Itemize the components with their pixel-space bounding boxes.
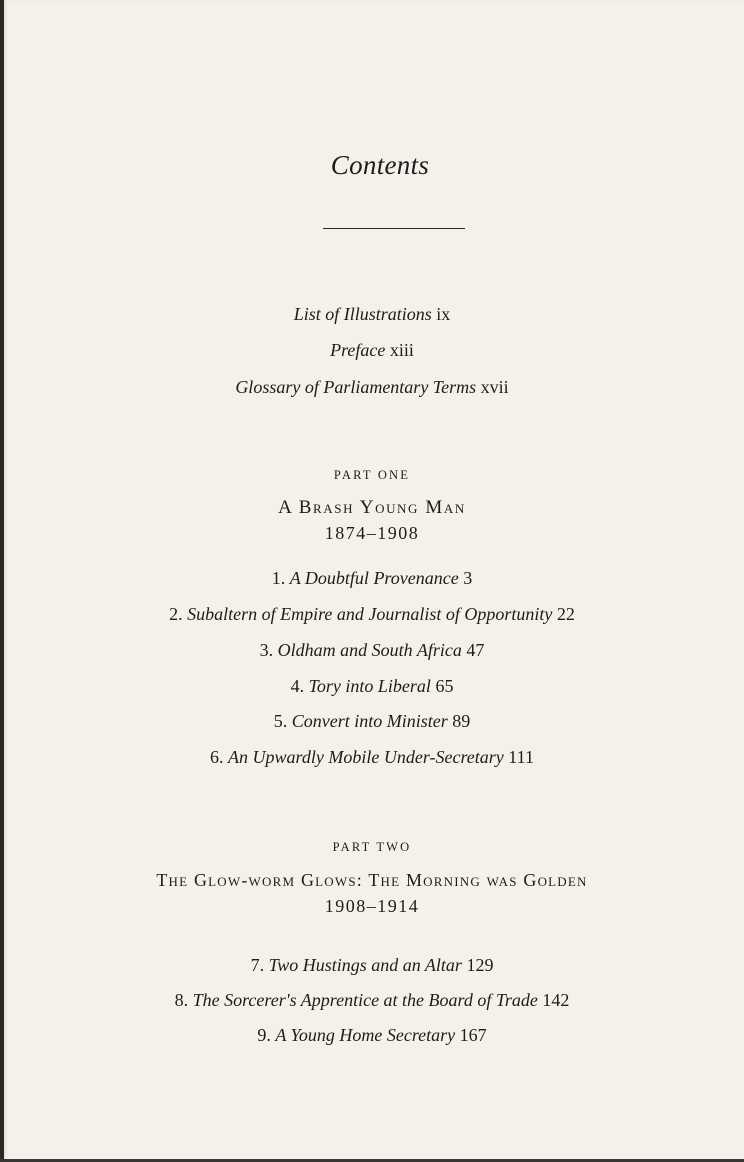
chapter-number: 2. <box>169 604 183 624</box>
chapter-page: 3 <box>463 568 473 588</box>
chapter-number: 7. <box>250 955 265 975</box>
chapter-number: 8. <box>174 990 189 1010</box>
chapter-entry <box>0 747 744 768</box>
chapter-entry <box>0 640 744 661</box>
part-label: PART TWO <box>332 840 412 854</box>
entry-page: xvii <box>480 377 509 397</box>
front-entry <box>0 377 744 398</box>
chapter-page: 89 <box>452 711 471 731</box>
chapter-entry <box>0 676 744 697</box>
part-years: 1908–1914 <box>324 896 420 916</box>
chapter-number: 9. <box>257 1025 271 1045</box>
front-entry <box>0 304 744 325</box>
chapter-entry <box>0 955 744 976</box>
chapter-entry <box>0 1025 744 1046</box>
chapter-entry <box>0 568 744 589</box>
chapter-title: Oldham and South Africa <box>277 640 462 660</box>
page-title: Contents <box>330 150 430 180</box>
entry-title: Glossary of Parliamentary Terms <box>235 377 477 397</box>
chapter-title: Convert into Minister <box>291 711 448 731</box>
chapter-number: 6. <box>210 747 224 767</box>
chapter-number: 1. <box>271 568 286 588</box>
chapter-page: 142 <box>542 990 570 1010</box>
part-years: 1874–1908 <box>324 523 420 543</box>
chapter-page: 22 <box>556 604 575 624</box>
chapter-title: Subaltern of Empire and Journalist of Opportunity <box>187 604 553 624</box>
entry-page: ix <box>436 304 451 324</box>
part-name: A Brash Young Man <box>278 497 466 518</box>
chapter-title: An Upwardly Mobile Under-Secretary <box>228 747 504 767</box>
chapter-number: 4. <box>290 676 305 696</box>
chapter-page: 65 <box>435 676 454 696</box>
part-name: The Glow-worm Glows: The Morning was Golden <box>156 870 588 890</box>
entry-title: List of Illustrations <box>293 304 432 324</box>
entry-title: Preface <box>330 340 386 360</box>
entry-page: xiii <box>389 340 414 360</box>
chapter-page: 47 <box>466 640 485 660</box>
chapter-title: A Young Home Secretary <box>275 1025 456 1045</box>
chapter-entry <box>0 604 744 625</box>
front-entry <box>0 340 744 361</box>
chapter-page: 129 <box>466 955 494 975</box>
chapter-title: The Sorcerer's Apprentice at the Board of Trade <box>192 990 538 1010</box>
chapter-number: 3. <box>259 640 274 660</box>
chapter-page: 111 <box>508 747 534 767</box>
part-label: PART ONE <box>333 468 411 482</box>
chapter-title: A Doubtful Provenance <box>289 568 459 588</box>
chapter-entry <box>0 990 744 1011</box>
chapter-number: 5. <box>273 711 288 731</box>
chapter-title: Two Hustings and an Altar <box>268 955 462 975</box>
chapter-page: 167 <box>459 1025 487 1045</box>
chapter-entry <box>0 711 744 732</box>
title-rule <box>323 228 465 229</box>
chapter-title: Tory into Liberal <box>308 676 431 696</box>
